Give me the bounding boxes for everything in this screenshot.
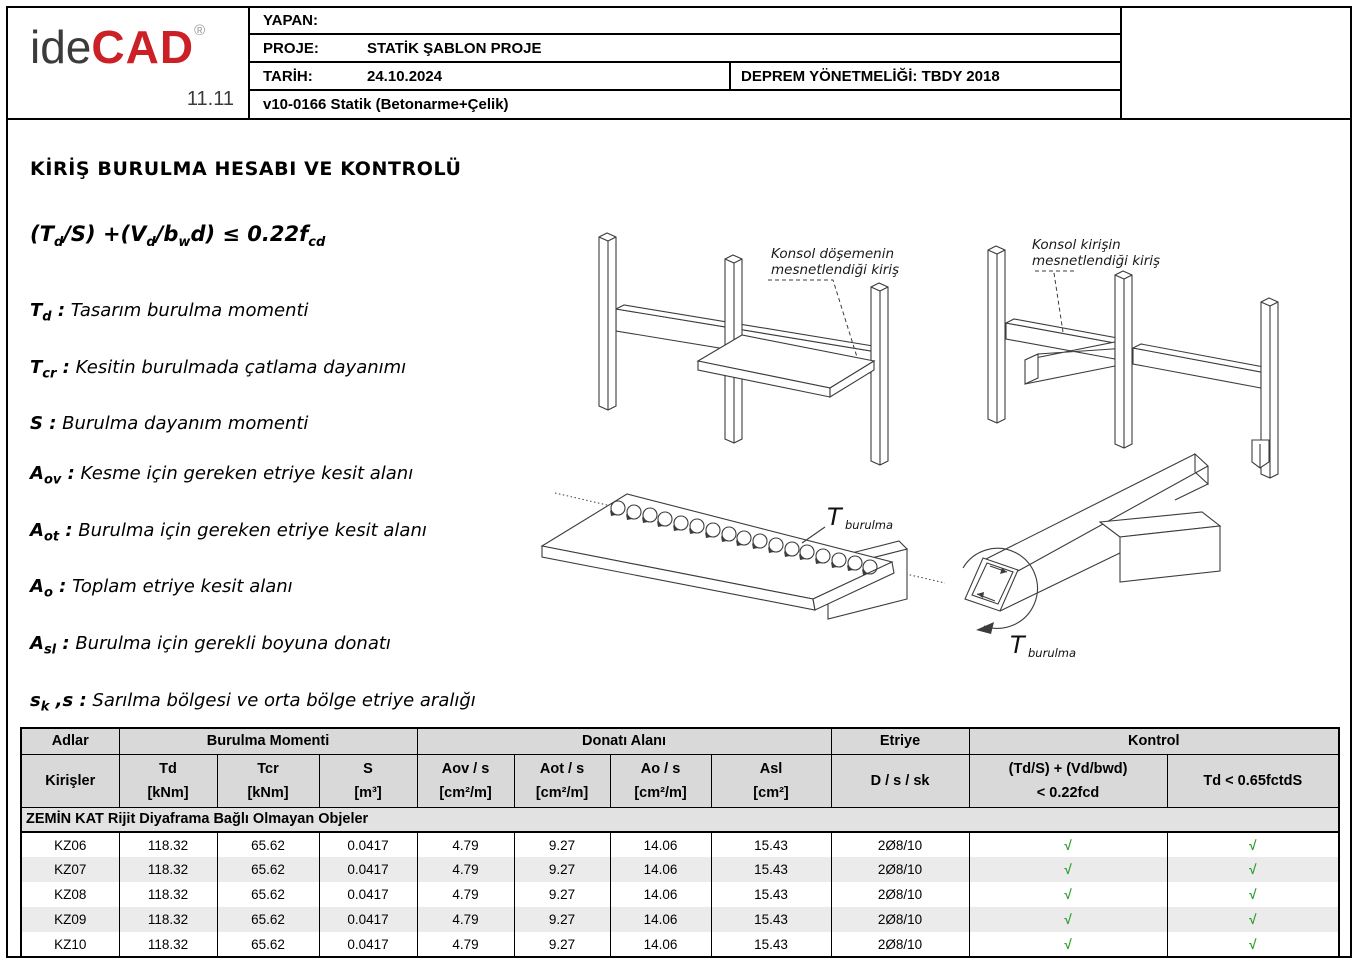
table-row [21, 932, 1339, 957]
column-header [831, 754, 969, 807]
diagram-cantilever-slab [565, 225, 985, 475]
proje-label: PROJE: [263, 39, 319, 57]
column-header [610, 754, 711, 807]
yapan-label: YAPAN: [263, 12, 319, 29]
check-mark: √ [969, 832, 1167, 857]
beam-support-label-line1: Konsol kirişin [1032, 237, 1121, 253]
definition-symbol: $s_k$ ,s : [30, 689, 87, 715]
table-cell: 9.27 [514, 857, 610, 882]
column-name: Aov / s [441, 760, 490, 777]
table-cell: 9.27 [514, 832, 610, 857]
header-empty-box [1120, 8, 1350, 118]
design-formula: $(T_d/S) +(V_d/b_wd) \le 0.22f_{cd}$ [30, 222, 326, 251]
report-page [6, 6, 1352, 958]
logo-ide-text: ide [30, 21, 92, 73]
definition-item [30, 298, 520, 330]
table-cell: 4.79 [417, 932, 514, 957]
definition-item [30, 411, 520, 436]
definition-item [30, 688, 520, 720]
check-mark: √ [969, 932, 1167, 957]
column-header [1167, 754, 1339, 807]
torsion-results-table-wrap [20, 727, 1340, 958]
table-cell: 118.32 [119, 907, 217, 932]
table-row [21, 857, 1339, 882]
table-cell: 65.62 [217, 907, 319, 932]
column-header [21, 754, 119, 807]
definition-symbol: $T_d$ : [30, 300, 66, 325]
column-name: Kirişler [45, 772, 96, 789]
table-cell: 15.43 [711, 907, 831, 932]
column-group-header: Burulma Momenti [119, 728, 417, 754]
torsion-label-t: T [827, 503, 842, 531]
table-row [21, 882, 1339, 907]
table-cell: KZ06 [21, 832, 119, 857]
table-cell: 14.06 [610, 832, 711, 857]
column-group-header: Etriye [831, 728, 969, 754]
definition-symbol: $A_{ot}$ : [30, 519, 73, 545]
table-cell: 0.0417 [319, 882, 417, 907]
table-cell: 14.06 [610, 857, 711, 882]
slab-drawing [542, 493, 945, 619]
definition-text: Kesitin burulmada çatlama dayanımı [69, 356, 407, 378]
check-mark: √ [969, 907, 1167, 932]
tarih-label: TARİH: [263, 67, 313, 85]
tarih-cell [250, 63, 729, 89]
table-cell: 9.27 [514, 882, 610, 907]
table-cell: 118.32 [119, 832, 217, 857]
table-column-header-row [21, 754, 1339, 807]
check-mark: √ [1167, 832, 1339, 857]
column-group-header: Donatı Alanı [417, 728, 831, 754]
column-unit: [kNm] [147, 784, 189, 801]
column-unit: [cm²] [753, 784, 789, 801]
table-cell: 0.0417 [319, 832, 417, 857]
definition-symbol: $A_o$ : [30, 576, 67, 601]
column-header [514, 754, 610, 807]
definition-text: Tasarım burulma momenti [65, 300, 309, 321]
row-proje [250, 35, 1120, 63]
column-unit: [cm²/m] [634, 784, 687, 801]
table-cell: 0.0417 [319, 907, 417, 932]
table-cell: 118.32 [119, 882, 217, 907]
column-name: Asl [759, 760, 783, 777]
logo-version: 11.11 [186, 88, 234, 110]
table-group-header-row [21, 728, 1339, 754]
idecad-logo [8, 8, 250, 118]
table-cell: 2Ø8/10 [831, 932, 969, 957]
table-cell: 9.27 [514, 932, 610, 957]
table-cell: 9.27 [514, 907, 610, 932]
table-cell: 65.62 [217, 832, 319, 857]
row-version [250, 91, 1120, 118]
table-cell: 118.32 [119, 857, 217, 882]
torsion-label-sub: burulma [1028, 646, 1077, 660]
table-row [21, 832, 1339, 857]
table-cell: 2Ø8/10 [831, 882, 969, 907]
definition-symbol: $A_{sl}$ : [30, 632, 70, 658]
column-name: Ao / s [640, 760, 681, 777]
diagram-slab-torsion [530, 475, 955, 640]
definition-text: Burulma dayanım momenti [56, 413, 309, 435]
column-unit: [cm²/m] [535, 784, 589, 801]
column-header [119, 754, 217, 807]
definition-symbol: $T_{cr}$ : [30, 356, 70, 382]
table-cell: 15.43 [711, 882, 831, 907]
definition-item [30, 461, 520, 493]
table-cell: KZ08 [21, 882, 119, 907]
diagram-beam-torsion [950, 440, 1350, 675]
table-body [21, 807, 1339, 957]
column-header [319, 754, 417, 807]
table-section-row [21, 807, 1339, 832]
check-mark: √ [1167, 907, 1339, 932]
table-cell: 65.62 [217, 932, 319, 957]
torsion-results-table [20, 727, 1340, 958]
table-cell: 65.62 [217, 882, 319, 907]
column-header [217, 754, 319, 807]
definition-item [30, 518, 520, 550]
definitions-list [30, 298, 520, 744]
definition-text: Kesme için gereken etriye kesit alanı [74, 463, 414, 485]
logo-wordmark [30, 20, 205, 74]
table-cell: 4.79 [417, 832, 514, 857]
definition-text: Burulma için gereken etriye kesit alanı [72, 519, 427, 541]
definition-item [30, 574, 520, 606]
table-cell: KZ07 [21, 857, 119, 882]
proje-value: STATİK ŞABLON PROJE [367, 39, 542, 57]
page-title: KİRİŞ BURULMA HESABI VE KONTROLÜ [30, 158, 462, 180]
table-head [21, 728, 1339, 807]
table-cell: 65.62 [217, 857, 319, 882]
column-header [969, 754, 1167, 807]
column-name: Td [159, 760, 177, 777]
project-info [250, 8, 1120, 118]
column-name: Aot / s [539, 760, 585, 777]
table-cell: 118.32 [119, 932, 217, 957]
row-yapan [250, 8, 1120, 35]
beam-drawing [963, 440, 1269, 634]
table-cell: 14.06 [610, 882, 711, 907]
check-mark: √ [1167, 882, 1339, 907]
column-unit: [kNm] [247, 784, 289, 801]
column-header [711, 754, 831, 807]
table-cell: 0.0417 [319, 932, 417, 957]
column-group-header: Adlar [21, 728, 119, 754]
table-cell: 14.06 [610, 932, 711, 957]
table-cell: 2Ø8/10 [831, 907, 969, 932]
column-unit: [cm²/m] [439, 784, 492, 801]
beam-support-label-line2: mesnetlendiği kiriş [1032, 253, 1161, 269]
table-cell: 2Ø8/10 [831, 832, 969, 857]
column-unit: [m³] [354, 784, 382, 801]
deprem-cell [729, 63, 1120, 89]
column-name: (Td/S) + (Vd/bwd) [1008, 760, 1128, 777]
column-name: S [363, 760, 373, 777]
definition-item [30, 631, 520, 663]
slab-support-label-line2: mesnetlendiği kiriş [771, 262, 900, 278]
check-mark: √ [969, 882, 1167, 907]
table-cell: KZ10 [21, 932, 119, 957]
torsion-label-t: T [1010, 631, 1025, 659]
deprem-value: DEPREM YÖNETMELİĞİ: TBDY 2018 [741, 67, 1000, 85]
column-header [417, 754, 514, 807]
tarih-value: 24.10.2024 [367, 67, 443, 85]
table-cell: 0.0417 [319, 857, 417, 882]
section-label: ZEMİN KAT Rijit Diyaframa Bağlı Olmayan Objeler [21, 807, 1339, 832]
torsion-label-sub: burulma [845, 518, 894, 532]
table-cell: 14.06 [610, 907, 711, 932]
table-cell: KZ09 [21, 907, 119, 932]
table-row [21, 907, 1339, 932]
definition-text: Burulma için gerekli boyuna donatı [69, 632, 391, 654]
report-header [8, 8, 1350, 120]
row-tarih [250, 63, 1120, 91]
check-mark: √ [969, 857, 1167, 882]
definition-item [30, 355, 520, 387]
definition-symbol: S : [30, 413, 57, 435]
column-group-header: Kontrol [969, 728, 1339, 754]
software-version-line: v10-0166 Statik (Betonarme+Çelik) [263, 96, 509, 113]
column-unit: < 0.22fcd [1036, 784, 1100, 801]
column-name: Td < 0.65fctdS [1203, 772, 1303, 789]
table-cell: 4.79 [417, 857, 514, 882]
table-cell: 15.43 [711, 832, 831, 857]
table-cell: 4.79 [417, 882, 514, 907]
check-mark: √ [1167, 857, 1339, 882]
column-name: D / s / sk [870, 772, 930, 789]
table-cell: 2Ø8/10 [831, 857, 969, 882]
definition-text: Sarılma bölgesi ve orta bölge etriye aralığı [86, 689, 476, 711]
column-name: Tcr [257, 760, 279, 777]
table-cell: 4.79 [417, 907, 514, 932]
definition-text: Toplam etriye kesit alanı [66, 576, 293, 598]
table-cell: 15.43 [711, 857, 831, 882]
slab-support-label-line1: Konsol döşemenin [771, 246, 895, 262]
definition-symbol: $A_{ov}$ : [30, 463, 75, 488]
logo-cad-text: CAD [91, 21, 195, 73]
check-mark: √ [1167, 932, 1339, 957]
registered-mark: ® [194, 22, 206, 39]
table-cell: 15.43 [711, 932, 831, 957]
